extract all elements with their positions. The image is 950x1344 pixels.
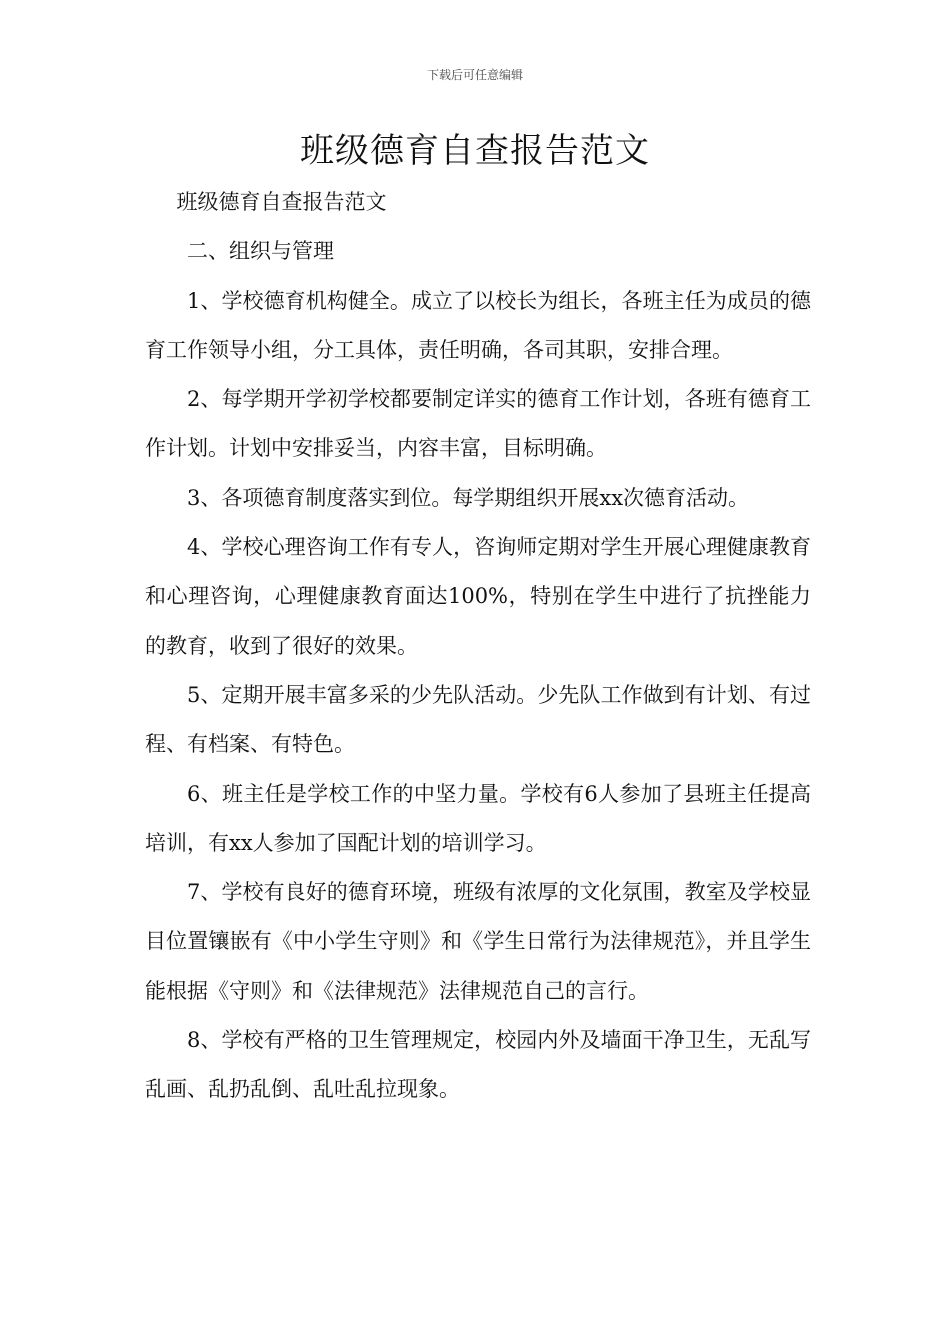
paragraph-3: 3、各项德育制度落实到位。每学期组织开展xx次德育活动。 [187,485,750,510]
paragraph-8: 8、学校有严格的卫生管理规定，校园内外及墙面干净卫生，无乱写乱画、乱扔乱倒、乱吐乱拉现象。 [145,1028,811,1102]
document-subtitle: 班级德育自查报告范文 [176,190,387,214]
header-note: 下载后可任意编辑 [426,68,523,82]
section-heading: 二、组织与管理 [187,239,334,264]
document-title: 班级德育自查报告范文 [300,131,650,171]
paragraph-1: 1、学校德育机构健全。成立了以校长为组长，各班主任为成员的德育工作领导小组，分工具体，责任明确，各司其职，安排合理。 [145,288,811,362]
paragraph-5: 5、定期开展丰富多采的少先队活动。少先队工作做到有计划、有过程、有档案、有特色。 [145,682,811,757]
paragraph-4: 4、学校心理咨询工作有专人，咨询师定期对学生开展心理健康教育和心理咨询，心理健康教育面达100%，特别在学生中进行了抗挫能力的教育，收到了很好的效果。 [145,535,811,658]
paragraph-7: 7、学校有良好的德育环境，班级有浓厚的文化氛围，教室及学校显目位置镶嵌有《中小学生守则》和《学生日常行为法律规范》，并且学生能根据《守则》和《法律规范》法律规范自己的言行。 [145,880,811,1003]
paragraph-6: 6、班主任是学校工作的中坚力量。学校有6人参加了县班主任提高培训，有xx人参加了国配计划的培训学习。 [145,781,811,855]
document-body [145,178,811,1115]
paragraph-2: 2、每学期开学初学校都要制定详实的德育工作计划，各班有德育工作计划。计划中安排妥当，内容丰富，目标明确。 [145,387,811,461]
